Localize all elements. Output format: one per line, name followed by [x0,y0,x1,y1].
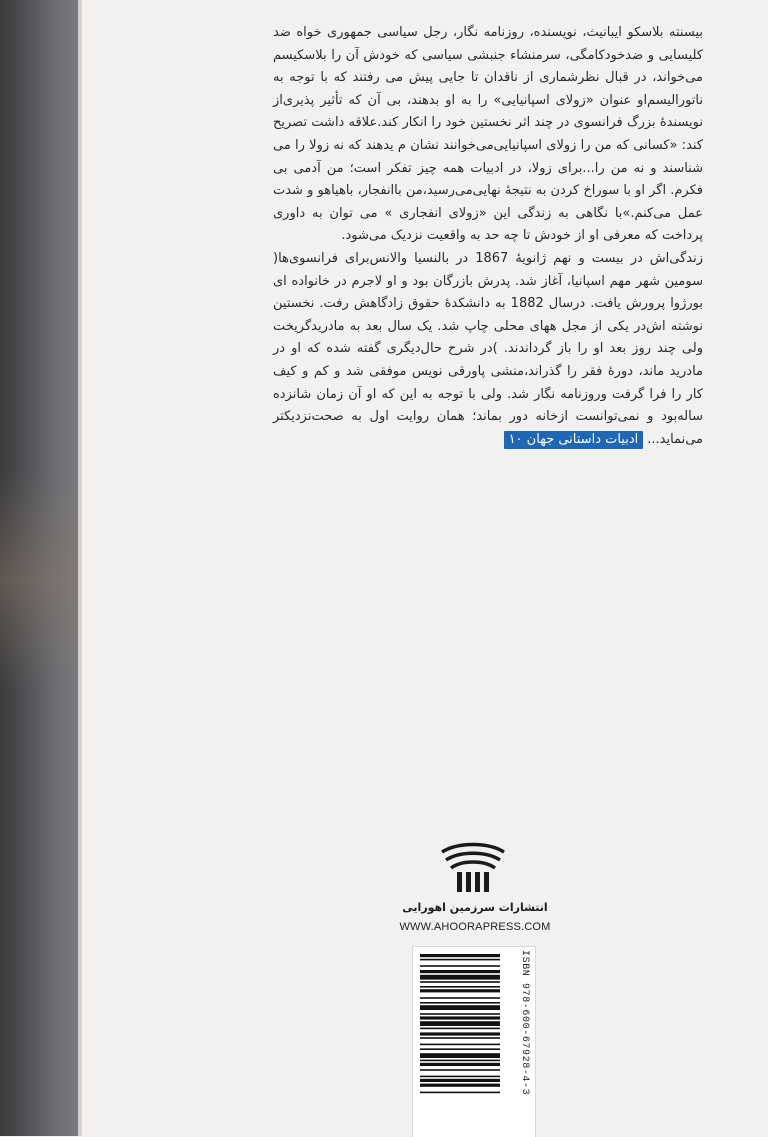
blurb-text [273,22,703,451]
barcode-bar [420,1079,500,1082]
barcode-bar [420,1048,500,1050]
barcode-bar [420,1092,500,1094]
barcode-bar [420,1060,500,1062]
barcode-bar [420,1032,500,1035]
barcode-bar [420,959,500,961]
barcode-bar [420,989,500,992]
barcode-bar [420,1005,500,1010]
barcode-bar [420,975,500,980]
barcode-bar [420,1013,500,1015]
series-label: ادبیات داستانی جهان ۱۰ [504,431,644,449]
barcode-bar [420,1016,500,1019]
barcode-bar [420,986,500,988]
barcode-bar [420,1069,500,1071]
barcode-bar [420,1076,500,1078]
barcode-bar [420,981,500,983]
barcode-bar [420,1084,500,1087]
barcode-bar [420,954,500,957]
blurb-paragraph-2 [273,248,703,451]
barcode-bar [420,1037,500,1039]
blurb-paragraph-1: بیسنته بلاسکو ایبانیث، نویسنده، روزنامه نگار، رجل سیاسی جمهوری خواه ضد کلیسایی و ضدخودکامگی، سرمنشاء جنبشی سیاسی که خودش آن را بلاسکیسم می‌خواند، در قبال نظرشماری از ناقدان تا جایی پیش می رفتند که با توجه به ناتورالیسم‌او عنوان «زولای اسپانیایی» را به او بدهند، بی آن که تأثیر پذیری‌از نویسندۀ بزرگ فرانسوی در چند اثر نخستین خود را انکار کند.علاقه داشت تصریح کند: «کسانی که من را زولای اسپانیایی‌می‌خوانند نشان م یدهند که نه زولا را می شناسند و نه من را...برای زولا، در ادبیات همه چیز تفکر است؛ من آدمی بی فکرم. اگر او با سوراخ کردن به نتیجهٔ نهایی‌می‌رسید،من باانفجار، باهیاهو و شدت عمل می‌کنم.»با نگاهی به زندگی این «زولای انفجاری » می توان به داوری پرداخت که معرفی او از خودش تا چه حد به واقعیت نزدیک می‌شود. [273,25,703,244]
barcode-bar [420,970,500,973]
barcode-bar [420,965,500,967]
blurb-paragraph-2-text: زندگی‌اش در بیست و نهم ژانویهٔ 1867 در بالنسیا والانس‌برای فرانسوی‌ها( سومین شهر مهم اسپانیا، آغاز شد. پدرش بازرگان بود و او لاجرم در خانواده ای بورژوا پرورش یافت. درسال 1882 به دانشکدهٔ حقوق زادگاهش رفت. نخستین نوشته اش‌در یکی از مجل ههای محلی چاپ شد. یک سال بعد به مادریدگریخت ولی چند روز بعد او را باز گرداندند. )در شرح حال‌دیگری گفته شده که او در مادرید ماند، دورهٔ فقر را گذراند،منشی پاورقی نویس موفقی شد و کم و کیف کار را فرا گرفت وروزنامه نگار شد. ولی با توجه به این که او آن زمان شانزده ساله‌بود و نمی‌توانست ازخانه دور بماند؛ همان روایت اول به صحت‌نزدیکتر می‌نماید... [273,250,704,447]
barcode-bar [420,1044,500,1046]
barcode-bar [420,1021,500,1026]
isbn-number: ISBN 978-600-67928-4-3 [519,950,530,1096]
barcode-bar [420,1063,500,1066]
cover-spine [0,0,80,1136]
barcode-bar [420,997,500,999]
barcode-bar [420,1002,500,1004]
barcode-bar [420,1053,500,1058]
barcode-bar [420,1028,500,1030]
isbn-barcode [420,950,512,1136]
spine-photo [0,470,80,690]
publisher-logo-icon [436,838,510,894]
publisher-name: انتشارات سرزمین اهورایی [402,901,548,914]
publisher-website: WWW.AHOORAPRESS.COM [399,921,551,933]
